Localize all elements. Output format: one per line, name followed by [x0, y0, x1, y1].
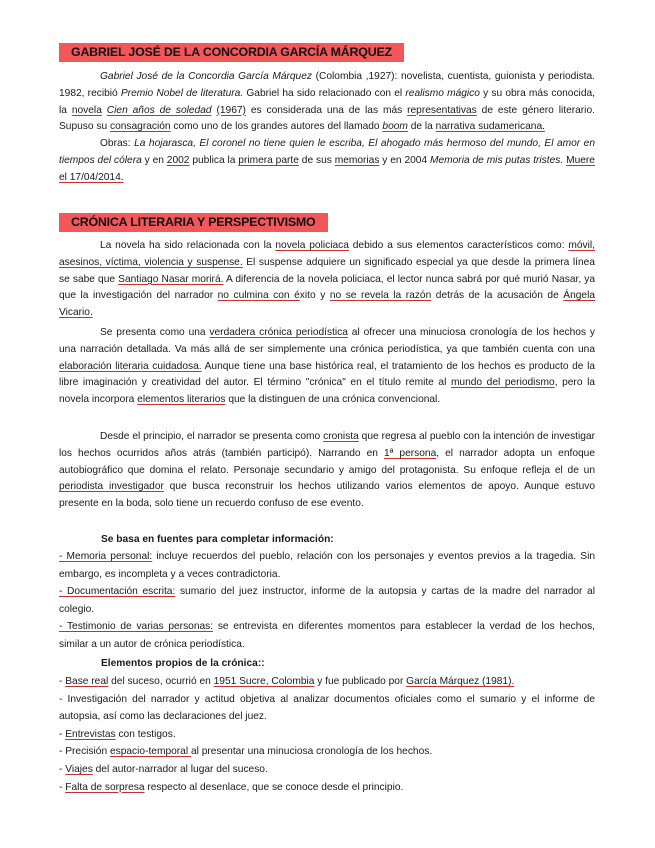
list-item: - Entrevistas con testigos. — [59, 728, 176, 740]
paragraph-cronica-periodistica: Se presenta como una verdadera crónica periodística al ofrecer una minuciosa cronología de los hechos y una narración detallada. Va más allá de ser simplemente una crónica periodística, ya que también cuenta con una elaboración literaria cuidadosa. Aunque tiene una base histórica real, el tratamiento de los hechos es producto de la libre imaginación y creatividad del autor. El término "crónica" en el título remite al mundo del periodismo, pero la novela incorpora elementos literarios que la distinguen de una crónica convencional. — [59, 327, 596, 406]
list-item: - Base real del suceso, ocurrió en 1951 Sucre, Colombia y fue publicado por García Márquez (1981). — [59, 676, 515, 687]
paragraph-novela-policiaca: La novela ha sido relacionada con la novela policiaca debido a sus elementos característicos como: móvil, asesinos, víctima, violencia y suspense. El suspense adquiere un significado especial ya que desde la primera línea se sabe que Santiago Nasar morirá. A diferencia de la novela policiaca, el lector nunca sabrá por qué murió Nasar, ya que la investigación del narrador no culmina con éxito y no se revela la razón detrás de la acusación de Ángela Vicario. — [59, 240, 596, 319]
list-item: - Precisión espacio-temporal al presentar una minuciosa cronología de los hechos. — [59, 746, 433, 758]
works-paragraph: Obras: La hojarasca, El coronel no tiene quien le escriba, El ahogado más hermoso del mundo, El amor en tiempos del cólera y en 2002 publica la primera parte de sus memorias y en 2004 Memoria de mis putas tristes. Muere el 17/04/2014. — [59, 138, 596, 183]
list-item: - Documentación escrita: sumario del juez instructor, informe de la autopsia y cartas de la madre del narrador al colegio. — [59, 586, 595, 615]
section-heading-cronica: CRÓNICA LITERARIA Y PERSPECTIVISMO — [59, 213, 328, 232]
elementos-list — [59, 673, 595, 796]
list-item: - Investigación del narrador y actitud objetiva al analizar documentos oficiales como el sumario y el informe de autopsia, así como las declaraciones del juez. — [59, 693, 595, 723]
list-item: - Memoria personal: incluye recuerdos del pueblo, relación con los personajes y eventos previos a la tragedia. Sin embargo, es incompleta y a veces contradictoria. — [59, 551, 596, 580]
list-item: - Viajes del autor-narrador al lugar del suceso. — [59, 763, 268, 775]
list-item: - Testimonio de varias personas: se entrevista en diferentes momentos para establecer la verdad de los hechos, similar a un autor de crónica periodística. — [59, 621, 595, 650]
bio-paragraph: Gabriel José de la Concordia García Márquez (Colombia ,1927): novelista, cuentista, guionista y periodista. 1982, recibió Premio Nobel de literatura. Gabriel ha sido relacionado con el realismo mágico y su obra más conocida, la novela Cien años de soledad (1967) es considerada una de las más representativas de este género literario. Supuso su consagración como uno de los grandes autores del llamado boom de la narrativa sudamericana. — [59, 71, 596, 133]
paragraph-narrador: Desde el principio, el narrador se presenta como cronista que regresa al pueblo con la intención de investigar los hechos ocurridos años atrás (también participó). Narrando en 1ª persona, el narrador adopta un enfoque autobiográfico que domina el relato. Personaje secundario y amigo del protagonista. Su enfoque refleja el de un periodista investigador que busca reconstruir los hechos utilizando varios elementos de apoyo. Aunque estuvo presente en la boda, solo tiene un recuerdo confuso de ese evento. — [59, 431, 596, 510]
list-item: - Falta de sorpresa respecto al desenlace, que se conoce desde el principio. — [59, 781, 404, 793]
fuentes-list — [59, 548, 595, 654]
section-heading-biography: GABRIEL JOSÉ DE LA CONCORDIA GARCÍA MÁRQUEZ — [59, 43, 404, 62]
biography-text — [59, 69, 595, 187]
author-name: Gabriel José de la Concordia García Márquez — [100, 71, 312, 82]
fuentes-title: Se basa en fuentes para completar información: — [101, 534, 334, 545]
elementos-title: Elementos propios de la crónica:: — [101, 658, 265, 669]
